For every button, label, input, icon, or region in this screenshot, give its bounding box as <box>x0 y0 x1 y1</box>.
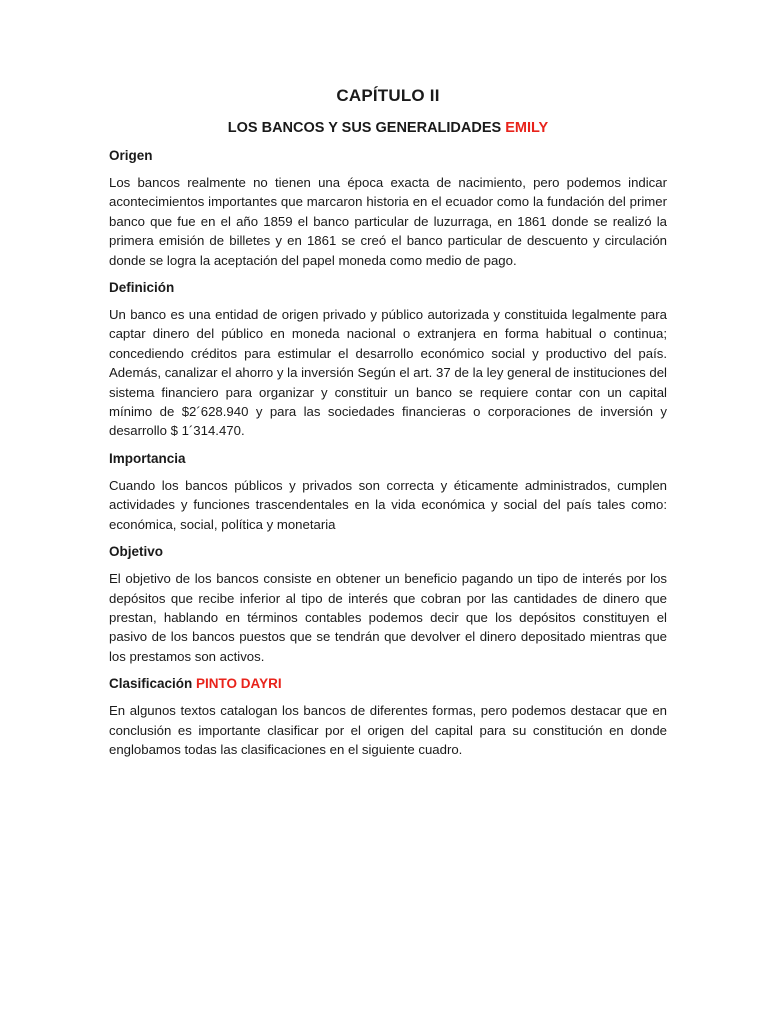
chapter-title: CAPÍTULO II <box>336 86 440 105</box>
heading-clasificacion-text: Clasificación <box>109 676 193 692</box>
title-author-name: EMILY <box>505 120 549 136</box>
heading-importancia: Importancia <box>109 450 186 466</box>
paragraph-importancia: Cuando los bancos públicos y privados son correcta y éticamente administrados, cumplen actividades y funciones trascendentales en la vida económica y social del país tales como: económica, social, política y monetaria <box>109 477 667 532</box>
document-title <box>109 120 667 136</box>
heading-origen: Origen <box>109 148 153 163</box>
document-page <box>109 86 667 769</box>
heading-definicion: Definición <box>109 280 175 296</box>
paragraph-definicion: Un banco es una entidad de origen privado y público autorizada y constituida legalmente para captar dinero del público en moneda nacional o extranjera en forma habitual o continua; concediendo créditos para estimular el desarrollo económico social y productivo del país. Además, canalizar el ahorro y la inversión Según el art. 37 de la ley general de instituciones del sistema financiero para organizar y constituir un banco se requiere contar con un capital mínimo de $2´628.940 y para las sociedades financieras o corporaciones de inversión y desarrollo $ 1´314.470. <box>109 307 667 439</box>
document-title-text: LOS BANCOS Y SUS GENERALIDADES <box>227 120 502 136</box>
clasificacion-author-name: PINTO DAYRI <box>196 676 282 692</box>
heading-objetivo: Objetivo <box>109 544 164 560</box>
paragraph-clasificacion: En algunos textos catalogan los bancos de diferentes formas, pero podemos destacar que en conclusión es importante clasificar por el origen del capital para su constitución en donde englobamos todas las clasificaciones en el siguiente cuadro. <box>109 703 667 757</box>
heading-clasificacion <box>109 676 667 691</box>
paragraph-objetivo: El objetivo de los bancos consiste en obtener un beneficio pagando un tipo de interés por los depósitos que recibe inferior al tipo de interés que cobran por las cantidades de dinero que prestan, hablando en términos contables podemos decir que los depósitos constituyen el pasivo de los bancos puestos que se tendrán que devolver el dinero depositado mientras que los prestamos son activos. <box>109 571 667 664</box>
paragraph-origen: Los bancos realmente no tienen una época exacta de nacimiento, pero podemos indicar acontecimientos importantes que marcaron historia en el ecuador como la fundación del primer banco que fue en el año 1859 el banco particular de luzurraga, en 1861 donde se realizó la primera emisión de billetes y en 1861 se creó el banco particular de descuento y circulación donde se logra la aceptación del papel moneda como medio de pago. <box>109 175 667 268</box>
